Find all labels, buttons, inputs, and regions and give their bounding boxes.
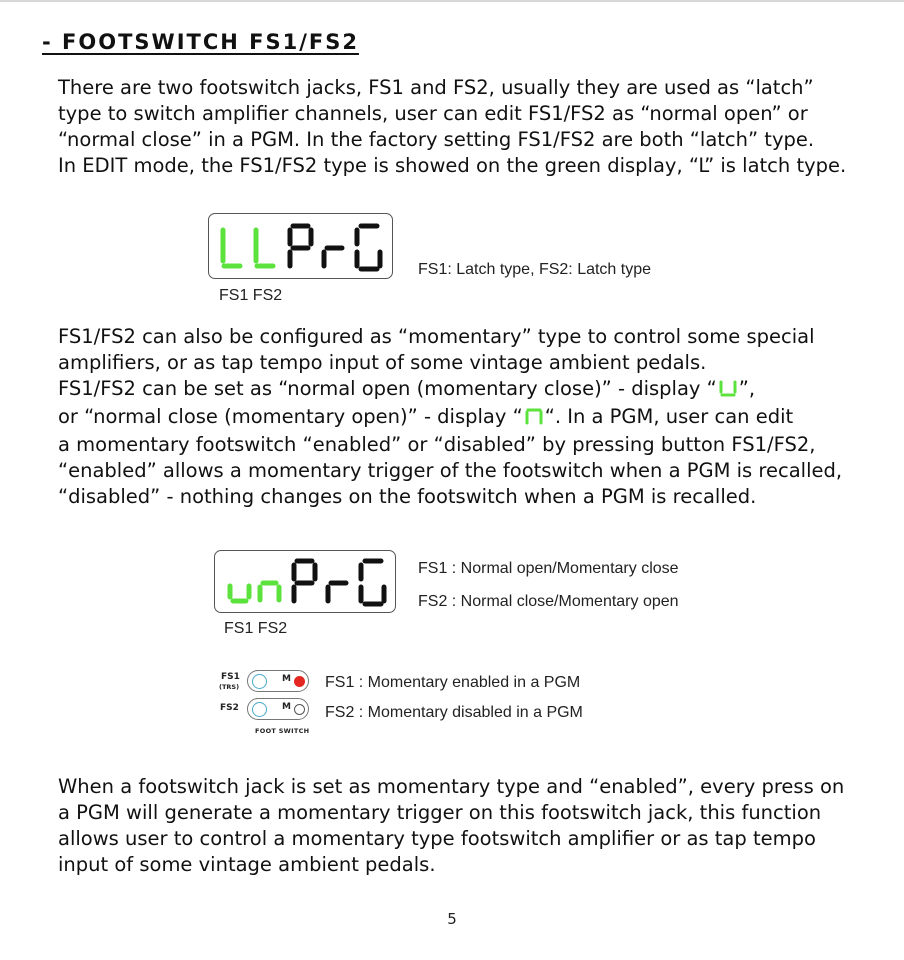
display-char-4 [324,248,342,266]
seven-segment-display-latch [208,213,393,279]
paragraph-line: In EDIT mode, the FS1/FS2 type is showed on the green display, “L” is latch type. [58,154,847,177]
fs1-footswitch-button[interactable] [247,670,309,692]
segment-glyph-u-icon [718,378,738,404]
fs2-led-off-icon [294,704,305,715]
display1-fs-label: FS1 FS2 [219,287,283,304]
paragraph-line: input of some vintage ambient pedals. [58,853,436,876]
paragraph-line: amplifiers, or as tap tempo input of some vintage ambient pedals. [58,351,707,374]
footswitch-panel [216,668,316,738]
fs2-momentary-caption: FS2 : Momentary disabled in a PGM [325,704,583,721]
fs1-jack-ring-icon [252,674,267,689]
display-char-2 [260,583,279,600]
display-char-3 [290,226,311,266]
display-char-1 [230,586,249,601]
seven-segment-display-momentary [214,550,396,613]
line-text: “. In a PGM, user can edit [544,405,794,428]
paragraph-line: When a footswitch jack is set as momentary type and “enabled”, every press on [58,775,845,798]
display2-fs-label: FS1 FS2 [224,620,288,637]
footswitch-panel-label: FOOT SWITCH [255,727,310,735]
display-char-4 [328,583,346,601]
paragraph-line: “enabled” allows a momentary trigger of the footswitch when a PGM is recalled, [58,459,843,482]
display1-caption: FS1: Latch type, FS2: Latch type [418,261,652,278]
paragraph-line [58,376,842,404]
fs2-footswitch-button[interactable] [247,698,309,720]
page-number: 5 [447,910,457,928]
paragraph-line: a momentary footswitch “enabled” or “disabled” by pressing button FS1/FS2, [58,433,816,456]
top-border-line [0,0,904,2]
paragraph-line: allows user to control a momentary type footswitch amplifier or as tap tempo [58,827,816,850]
fs1-momentary-label: M [282,674,291,684]
paragraph-intro [58,75,846,179]
fs2-jack-ring-icon [252,702,267,717]
fs1-jack-sublabel: (TRS) [219,683,240,691]
fs1-jack-label: FS1 [221,672,240,682]
paragraph-line: type to switch amplifier channels, user can edit FS1/FS2 as “normal open” or [58,102,808,125]
fs2-jack-label: FS2 [220,703,239,713]
paragraph-momentary [58,324,842,510]
display-char-1 [223,230,240,266]
line-text: ”, [738,377,756,400]
paragraph-line: a PGM will generate a momentary trigger on this footswitch jack, this function [58,801,822,824]
paragraph-line [58,404,842,432]
paragraph-line: “disabled” - nothing changes on the footswitch when a PGM is recalled. [58,485,757,508]
display-char-5 [357,226,380,269]
fs1-momentary-caption: FS1 : Momentary enabled in a PGM [325,674,581,691]
line-text: FS1/FS2 can be set as “normal open (momentary close)” - display “ [58,377,717,400]
display2-caption-fs1: FS1 : Normal open/Momentary close [418,560,679,577]
display2-caption-fs2: FS2 : Normal close/Momentary open [418,593,679,610]
paragraph-line: “normal close” in a PGM. In the factory setting FS1/FS2 are both “latch” type. [58,128,815,151]
paragraph-line: There are two footswitch jacks, FS1 and FS2, usually they are used as “latch” [58,76,814,99]
display-char-3 [294,561,315,601]
display-char-5 [361,561,384,604]
segment-glyph-n-icon [524,406,544,432]
paragraph-line: FS1/FS2 can also be configured as “momentary” type to control some special [58,325,815,348]
display-char-2 [256,230,273,266]
section-heading: - FOOTSWITCH FS1/FS2 [42,30,359,54]
fs2-momentary-label: M [282,702,291,712]
line-text: or “normal close (momentary open)” - display “ [58,405,523,428]
fs1-led-on-icon [294,676,305,687]
paragraph-enabled [58,774,844,878]
